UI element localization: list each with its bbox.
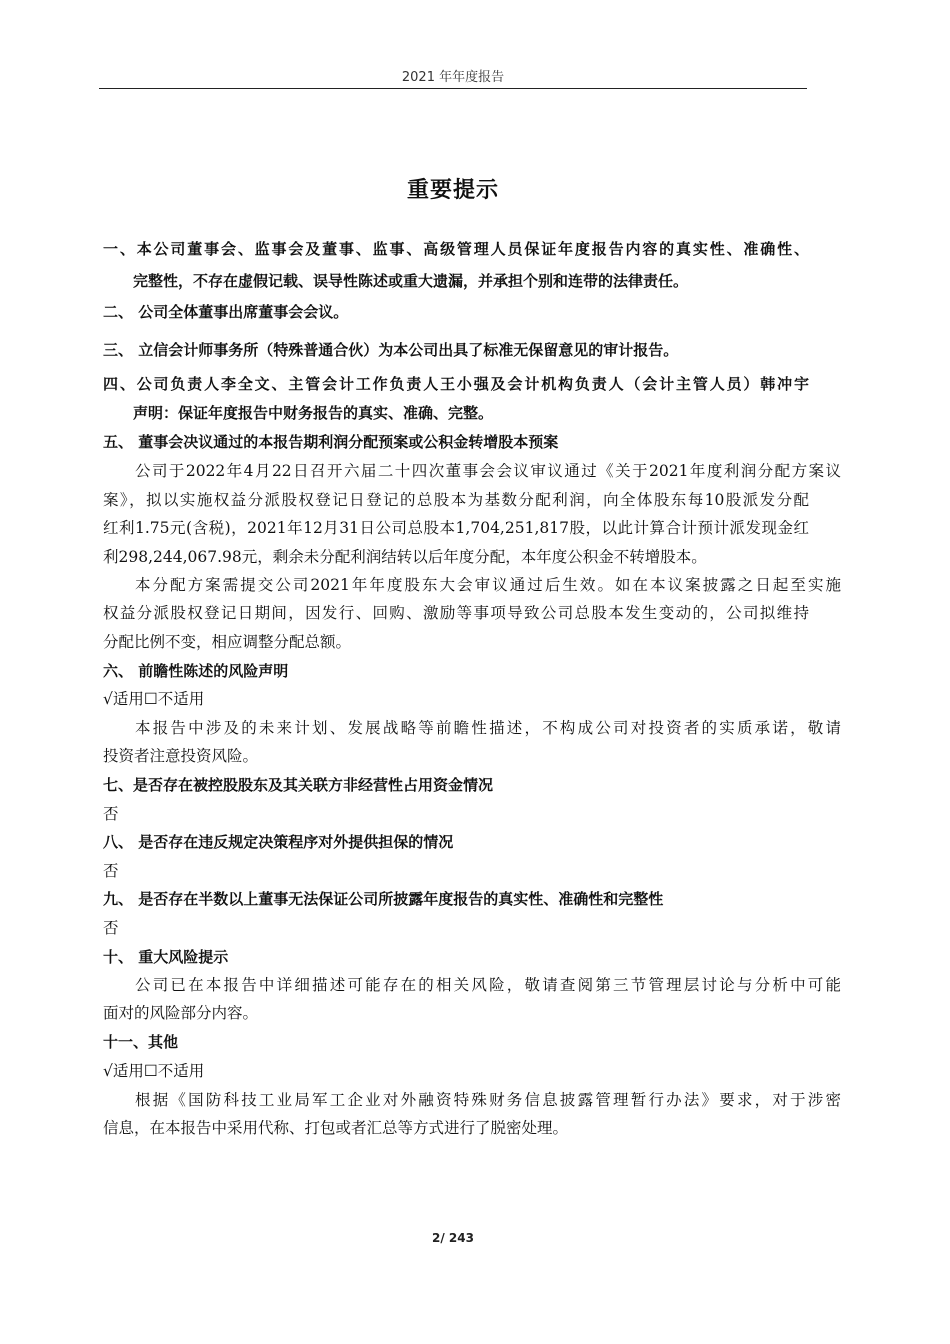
item-10-para-line-2: 面对的风险部分内容。 [103, 1004, 259, 1022]
item-8-heading: 八、 是否存在违反规定决策程序对外提供担保的情况 [103, 833, 454, 851]
item-1-line-1: 一、本公司董事会、监事会及董事、监事、高级管理人员保证年度报告内容的真实性、准确性、 [103, 240, 809, 258]
item-6-para-line-2: 投资者注意投资风险。 [103, 747, 259, 765]
item-7-heading: 七、是否存在被控股股东及其关联方非经营性占用资金情况 [103, 776, 494, 794]
item-4-line-2: 声明：保证年度报告中财务报告的真实、准确、完整。 [133, 404, 494, 422]
item-5-para-1-line-1: 公司于2022年4月22日召开六届二十四次董事会会议审议通过《关于2021年度利润分配方案议 [135, 462, 841, 480]
item-10-para-line-1: 公司已在本报告中详细描述可能存在的相关风险，敬请查阅第三节管理层讨论与分析中可能 [135, 976, 841, 994]
item-10-heading: 十、 重大风险提示 [103, 948, 229, 966]
item-5-para-1-line-4: 利298,244,067.98元，剩余未分配利润结转以后年度分配，本年度公积金不转增股本。 [103, 548, 707, 566]
item-5-para-2-line-2: 权益分派股权登记日期间，因发行、回购、激励等事项导致公司总股本发生变动的，公司拟维持 [103, 604, 809, 622]
item-5-para-2-line-3: 分配比例不变，相应调整分配总额。 [103, 633, 352, 651]
item-6-applicability: √适用☐不适用 [103, 690, 205, 708]
item-11-para-line-1: 根据《国防科技工业局军工企业对外融资特殊财务信息披露管理暂行办法》要求，对于涉密 [135, 1091, 841, 1109]
item-11-heading: 十一、其他 [103, 1033, 179, 1051]
item-11-applicability: √适用☐不适用 [103, 1062, 205, 1080]
item-6-heading: 六、 前瞻性陈述的风险声明 [103, 662, 289, 680]
page-title: 重要提示 [406, 178, 499, 203]
item-3: 三、 立信会计师事务所（特殊普通合伙）为本公司出具了标准无保留意见的审计报告。 [103, 341, 679, 359]
item-5-para-1-line-2: 案》，拟以实施权益分派股权登记日登记的总股本为基数分配利润，向全体股东每10股派发分配 [103, 491, 809, 509]
item-5-para-2-line-1: 本分配方案需提交公司2021年年度股东大会审议通过后生效。如在本议案披露之日起至实施 [135, 576, 841, 594]
item-5-para-1-line-3: 红利1.75元(含税)，2021年12月31日公司总股本1,704,251,817股，以此计算合计预计派发现金红 [103, 519, 809, 537]
item-2: 二、 公司全体董事出席董事会会议。 [103, 303, 349, 321]
item-11-para-line-2: 信息，在本报告中采用代称、打包或者汇总等方式进行了脱密处理。 [103, 1119, 569, 1137]
item-7-answer: 否 [103, 805, 119, 823]
header-divider [99, 88, 807, 89]
item-5-heading: 五、 董事会决议通过的本报告期利润分配预案或公积金转增股本预案 [103, 433, 559, 451]
page-header: 2021 年年度报告 [401, 70, 505, 85]
item-1-line-2: 完整性，不存在虚假记载、误导性陈述或重大遗漏，并承担个别和连带的法律责任。 [133, 272, 689, 290]
item-9-heading: 九、 是否存在半数以上董事无法保证公司所披露年度报告的真实性、准确性和完整性 [103, 890, 664, 908]
item-8-answer: 否 [103, 862, 119, 880]
page-number: 2/ 243 [432, 1231, 474, 1245]
item-4-line-1: 四、公司负责人李全文、主管会计工作负责人王小强及会计机构负责人（会计主管人员）韩冲宇 [103, 375, 809, 393]
item-9-answer: 否 [103, 919, 119, 937]
item-6-para-line-1: 本报告中涉及的未来计划、发展战略等前瞻性描述，不构成公司对投资者的实质承诺，敬请 [135, 719, 841, 737]
